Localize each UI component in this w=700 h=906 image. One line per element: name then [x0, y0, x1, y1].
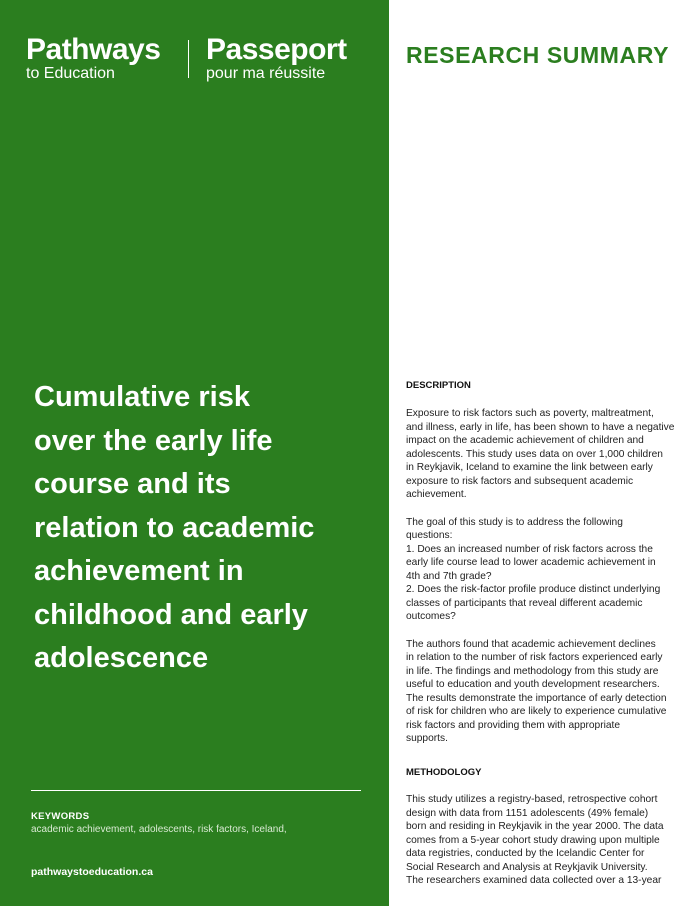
description-paragraph-1: Exposure to risk factors such as poverty, maltreatment, and illness, early in life, has been shown to have a negative impact on the academic achievement of children and adolescents. This study uses data on over 1,000 children in Reykjavik, Iceland to examine the link between early exposure to risk factors and subsequent academic achievement. — [406, 408, 675, 500]
keywords-list: academic achievement, adolescents, risk factors, Iceland, — [31, 824, 287, 835]
website-link[interactable]: pathwaystoeducation.ca — [31, 866, 153, 878]
title-line: Cumulative risk — [34, 381, 250, 413]
title-line: achievement in — [34, 555, 244, 587]
logo-divider — [188, 40, 189, 78]
methodology-heading: METHODOLOGY — [406, 767, 482, 778]
divider-line — [31, 790, 361, 791]
passeport-logo — [206, 34, 347, 82]
methodology-paragraph-1: This study utilizes a registry-based, retrospective cohort design with data from 1151 adolescents (49% female) born and residing in Reykjavik in the year 2000. The data comes from a 5-year cohort study drawing upon multiple data registries, conducted by the Icelandic Center for Social Research and Analysis at Reykjavik University. The researchers examined data collected over a 13-year — [406, 794, 664, 886]
keywords-heading: KEYWORDS — [31, 811, 90, 822]
methodology-section — [406, 767, 686, 888]
description-paragraph-2: The goal of this study is to address the following questions: 1. Does an increased number of risk factors across the early life course lead to lower academic achievement in 4th and 7th grade? 2. Does the risk-factor profile produce distinct underlying classes of participants that reveal different academic outcomes? — [406, 516, 661, 622]
logo-fr-sub: pour ma réussite — [206, 65, 326, 82]
logo-en-sub: to Education — [26, 65, 115, 82]
title-line: over the early life — [34, 424, 273, 457]
logo-fr-main: Passeport — [206, 33, 347, 66]
description-paragraph-3: The authors found that academic achievement declines in relation to the number of risk factors experienced early in life. The findings and methodology from this study are useful to education and youth development researchers. The results demonstrate the importance of early detection of risk for children who are likely to experience cumulative risk factors and providing them with appropriate supports. — [406, 638, 667, 744]
title-line: childhood and early — [34, 598, 308, 631]
description-section — [406, 380, 686, 746]
title-line: course and its — [34, 468, 231, 500]
title-line: adolescence — [34, 642, 209, 674]
title-line: relation to academic — [34, 511, 315, 544]
description-heading: DESCRIPTION — [406, 380, 471, 391]
pathways-logo — [26, 34, 160, 82]
logo-en-main: Pathways — [26, 33, 161, 66]
document-type-heading: RESEARCH SUMMARY — [406, 42, 670, 68]
document-title — [34, 376, 379, 681]
